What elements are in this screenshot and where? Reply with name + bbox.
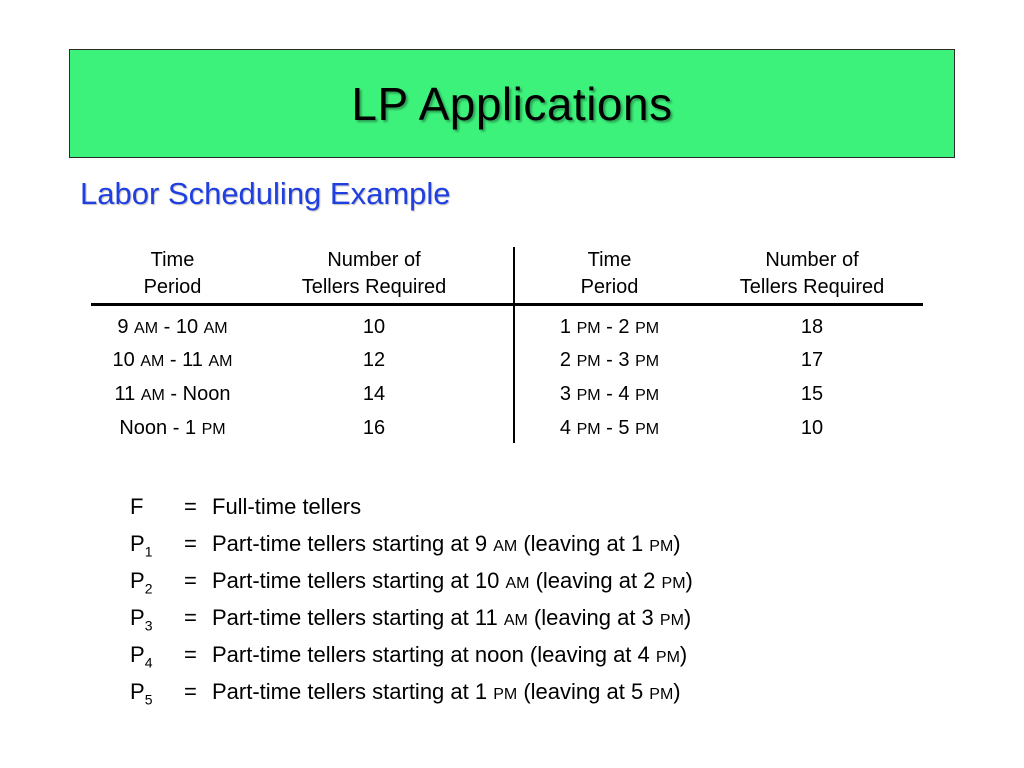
column-header-line: Tellers Required: [301, 276, 447, 298]
page-title: LP Applications: [351, 77, 673, 130]
tellers-required-cell: 17: [800, 349, 824, 371]
variable-symbol: $P_3$: [130, 605, 153, 634]
column-header: [712, 247, 912, 301]
tellers-required-cell: 10: [800, 417, 824, 439]
equals-sign: =: [184, 494, 197, 519]
column-header: [537, 247, 682, 301]
time-period-cell: Noon - 1 PM: [119, 417, 226, 439]
variable-symbol: $P_2$: [130, 568, 153, 597]
variable-symbol: F: [130, 494, 144, 519]
time-period-cell: 3 PM - 4 PM: [559, 383, 660, 405]
definition-text: Part-time tellers starting at 11 AM (leaving at 3 PM): [212, 605, 692, 630]
equals-sign: =: [184, 568, 197, 593]
time-period-cell: 9 AM - 10 AM: [117, 316, 228, 338]
time-period-cell: 1 PM - 2 PM: [559, 316, 660, 338]
column-header-line: Number of: [765, 249, 859, 271]
variable-symbol: $P_5$: [130, 679, 153, 708]
time-period-cell: 10 AM - 11 AM: [112, 349, 233, 371]
definition-text: Part-time tellers starting at noon (leaving at 4 PM): [212, 642, 688, 667]
title-banner: [69, 49, 955, 158]
time-period-cell: 2 PM - 3 PM: [559, 349, 660, 371]
header-divider: [91, 303, 923, 306]
tellers-required-cell: 10: [362, 316, 386, 338]
section-subtitle: Labor Scheduling Example: [80, 176, 451, 211]
tellers-required-cell: 15: [800, 383, 824, 405]
column-header-line: Time: [150, 249, 195, 271]
definition-text: Full-time tellers: [212, 494, 362, 519]
column-header-line: Time: [587, 249, 632, 271]
variable-symbol: $P_4$: [130, 642, 153, 671]
tellers-required-cell: 18: [800, 316, 824, 338]
equals-sign: =: [184, 679, 197, 704]
column-header-line: Tellers Required: [739, 276, 885, 298]
column-header-line: Number of: [327, 249, 421, 271]
time-period-cell: 4 PM - 5 PM: [559, 417, 660, 439]
definition-text: Part-time tellers starting at 10 AM (leaving at 2 PM): [212, 568, 693, 593]
column-header: [274, 247, 474, 301]
column-header: [100, 247, 245, 301]
tellers-required-cell: 16: [362, 417, 386, 439]
equals-sign: =: [184, 531, 197, 556]
column-divider: [513, 247, 515, 443]
equals-sign: =: [184, 605, 197, 630]
definition-text: Part-time tellers starting at 1 PM (leaving at 5 PM): [212, 679, 681, 704]
variable-symbol: $P_1$: [130, 531, 153, 560]
column-header-line: Period: [143, 276, 202, 298]
column-header-line: Period: [580, 276, 639, 298]
tellers-required-cell: 14: [362, 383, 386, 405]
time-period-cell: 11 AM - Noon: [114, 383, 231, 405]
equals-sign: =: [184, 642, 197, 667]
definition-text: Part-time tellers starting at 9 AM (leaving at 1 PM): [212, 531, 681, 556]
tellers-required-cell: 12: [362, 349, 386, 371]
